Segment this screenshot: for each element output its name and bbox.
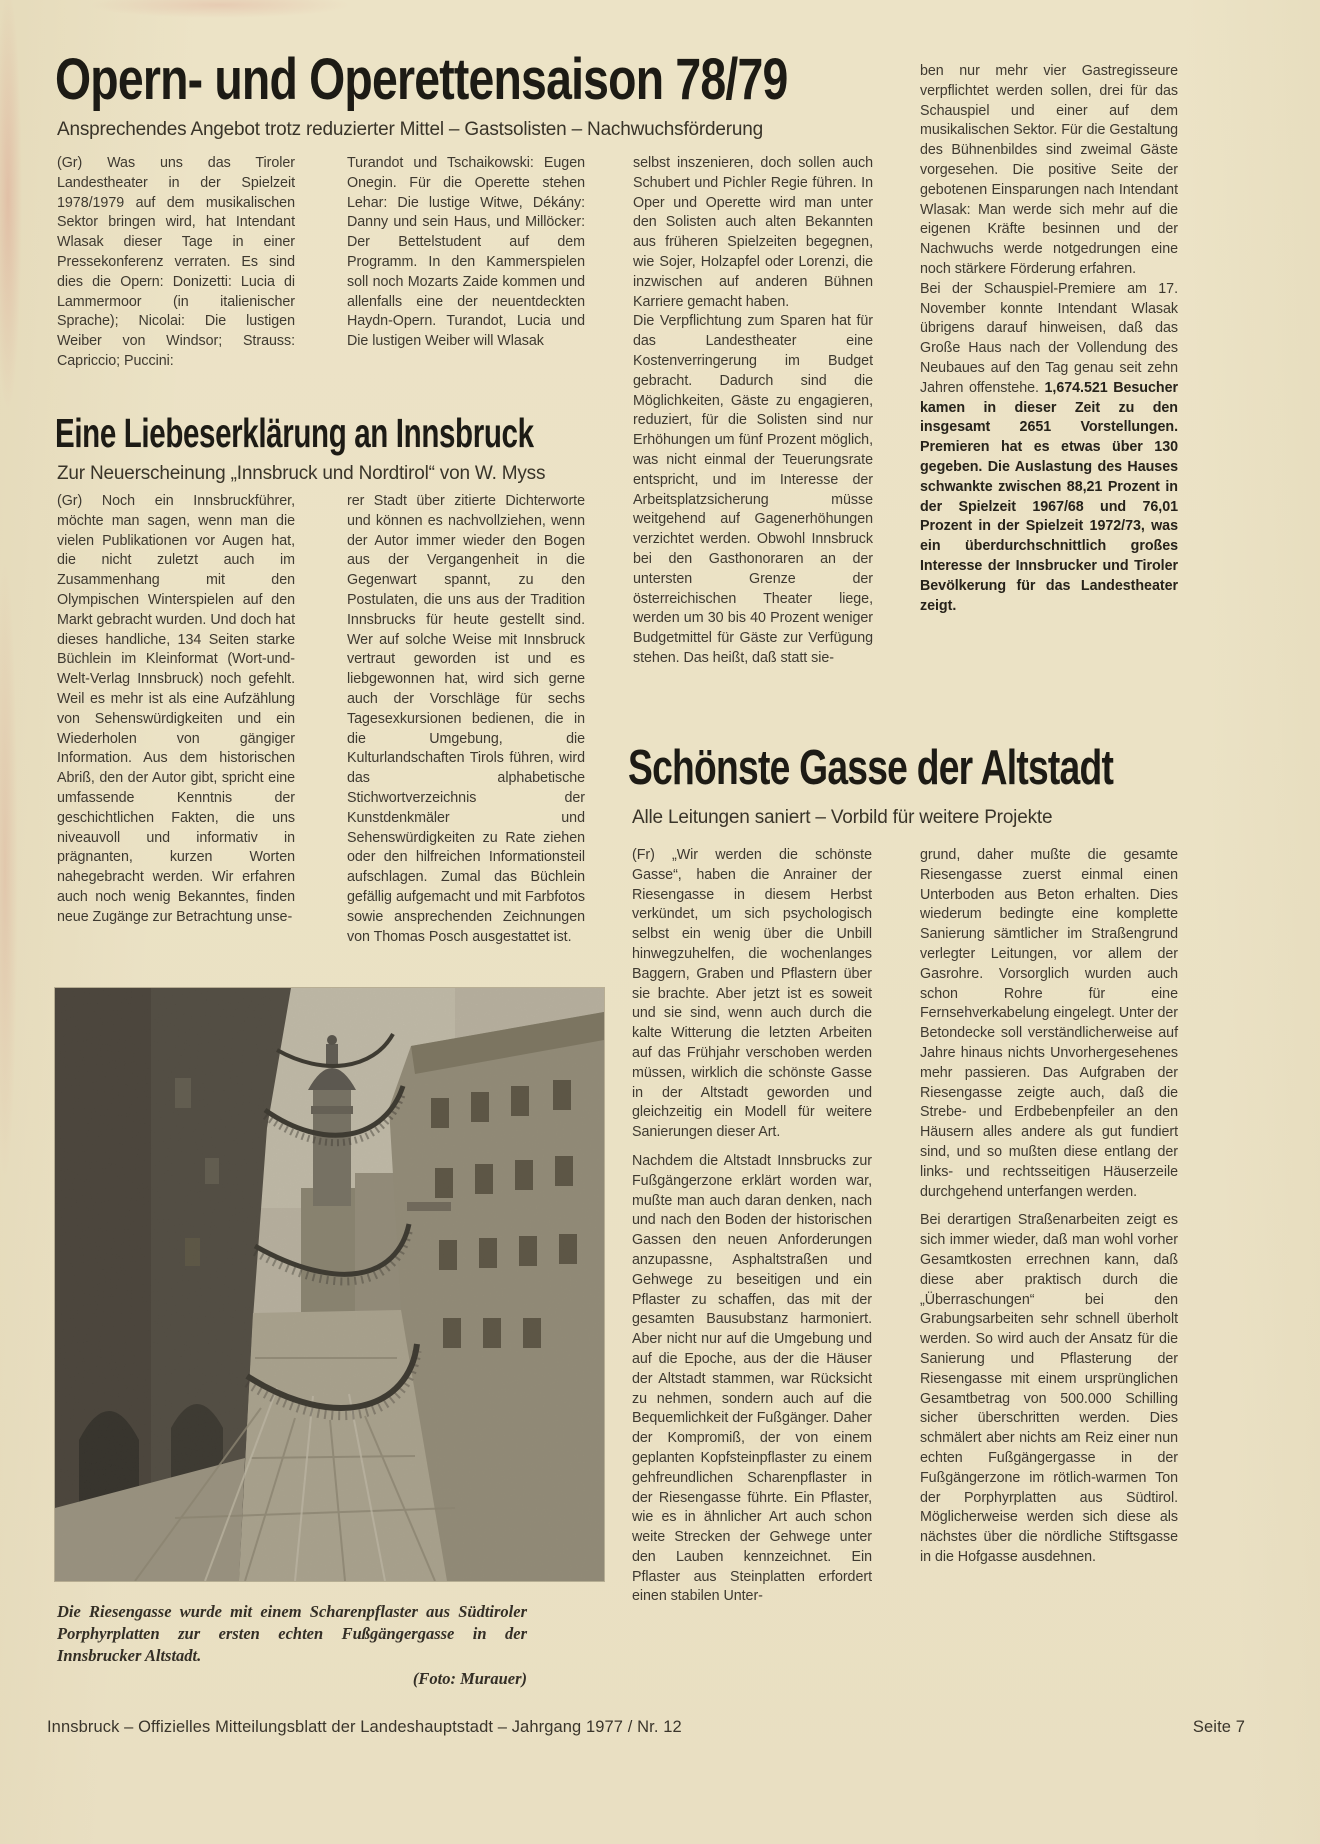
- body-paragraph: grund, daher mußte die gesamte Riesengasse zuerst einmal einen Unterboden aus Beton erhalten. Dies wiederum bedingte eine komplette Sanierung sämtlicher im Straßengrund verlegter Leitungen, vor allem der Gasrohre. Vorsorglich wurden auch schon Rohre für eine Fernsehverkabelung eingelegt. Unter der Betondecke soll verständlicherweise auf Jahre hinaus nichts Unvorhergesehenes mehr passieren. Das Aufgraben der Riesengasse zeigte auch, daß die Strebe- und Erdbebenpfeiler an den Häusern alles andere als gut fundiert sind, und so mußten diese entlang der links- und rechtsseitigen Häuserzeile durchgehend unterfangen werden.: [920, 847, 1178, 1200]
- body-paragraph: (Gr) Noch ein Innsbruckführer, möchte man sagen, wenn man die vielen Publikationen vor Augen hat, die nicht zuletzt auch im Zusammenhang mit den Olympischen Winterspielen auf den Markt gebracht wurden. Und doch hat dieses handliche, 134 Seiten starke Büchlein im Kleinformat (Wort-und-Welt-Verlag Innsbruck) noch gefehlt. Weil es mehr ist als eine Aufzählung von Sehenswürdigkeiten und ein Wiederholen von gängiger Information. Aus dem historischen Abriß, den der Autor gibt, spricht eine umfassende Kenntnis der geschichtlichen Fakten, die uns niveauvoll und informativ in prägnanten, kurzen Worten nahegebracht werden. Wir erfahren auch noch wenig Bekanntes, finden neue Zugänge zur Betrachtung unse-: [57, 493, 295, 925]
- article-book-col2: [347, 492, 585, 947]
- footer-publication-line: Innsbruck – Offizielles Mitteilungsblatt der Landeshauptstadt – Jahrgang 1977 / Nr. 12: [47, 1718, 682, 1736]
- footer-page-number: Seite 7: [1192, 1718, 1245, 1736]
- article-opera-headline: Opern- und Operettensaison 78/79: [55, 47, 788, 112]
- article-gasse-colB: [920, 846, 1178, 1568]
- article-gasse-colA: [632, 846, 872, 1607]
- article-opera-col1: [57, 154, 295, 372]
- photo-caption-text: Die Riesengasse wurde mit einem Scharenpflaster aus Südtiroler Porphyrplatten zur ersten echten Fußgängergasse in der Innsbrucker Altstadt.: [57, 1602, 527, 1665]
- body-paragraph: Bei derartigen Straßenarbeiten zeigt es sich immer wieder, daß man wohl vorher Gesamtkosten errechnen kann, daß diese aber praktisch durch die „Überraschungen“ bei den Grabungsarbeiten sehr schnell überholt werden. So wird auch der Ansatz für die Sanierung und Pflasterung der Riesengasse mit einem ursprünglichen Gesamtbetrag von 500.000 Schilling sicher überschritten werden. Dies schmälert aber nichts am Reiz einer nun echten Fußgängergasse in der Fußgängerzone im rötlich-warmen Ton der Porphyrplatten aus Südtirol. Möglicherweise werden sich diese als nächstes über die nördliche Stiftsgasse in die Hofgasse ausdehnen.: [920, 1212, 1178, 1565]
- scan-smudge: [0, 0, 22, 410]
- street-photo: [55, 988, 604, 1581]
- scan-smudge: [0, 560, 18, 1180]
- article-book-headline: Eine Liebeserklärung an Innsbruck: [55, 410, 534, 456]
- article-book-col1: [57, 492, 295, 928]
- scan-smudge: [90, 0, 350, 18]
- body-paragraph: Turandot und Tschaikowski: Eugen Onegin. Für die Operette stehen Lehar: Die lustige Witwe, Dékány: Danny und sein Haus, und Millöcker: Der Bettelstudent auf dem Programm. In den Kammerspielen soll noch Mozarts Zaide kommen und allenfalls eine der neuentdeckten Haydn-Opern. Turandot, Lucia und Die lustigen Weiber will Wlasak: [347, 155, 585, 350]
- body-paragraph: ben nur mehr vier Gastregisseure verpflichtet werden sollen, drei für das Schauspiel und einer auf dem musikalischen Sektor. Für die Gestaltung des Bühnenbildes sind zweimal Gäste vorgesehen. Die positive Seite der gebotenen Einsparungen nach Intendant Wlasak: Man werde sich mehr auf die eigenen Kräfte besinnen und der Nachwuchs werde notgedrungen eine noch stärkere Förderung erfahren.: [920, 63, 1178, 277]
- body-text: Bei der Schauspiel-Premiere am 17. November konnte Intendant Wlasak übrigens darauf hinweisen, daß das Große Haus nach der Vollendung des Neubaues auf den Tag genau seit zehn Jahren offenstehe.: [920, 280, 1178, 396]
- highlighted-statistics-text: 1,674.521 Besucher kamen in dieser Zeit zu den insgesamt 2651 Vorstellungen. Premieren hat es etwas über 130 gegeben. Die Auslastung des Hauses schwankte zwischen 88,21 Prozent in der Spielzeit 1967/68 und 76,01 Prozent in der Spielzeit 1972/73, was ein überdurchschnittlich großes Interesse der Innsbrucker und Tiroler Bevölkerung für das Landestheater zeigt.: [920, 379, 1178, 614]
- body-paragraph: selbst inszenieren, doch sollen auch Schubert und Pichler Regie führen. In Oper und Operette wird man unter den Solisten auch alten Bekannten aus früheren Spielzeiten begegnen, wie Sojer, Holzapfel oder Lorenzi, die inzwischen auf anderen Bühnen Karriere gemacht haben.: [633, 155, 873, 310]
- street-photo-image: [55, 988, 604, 1581]
- article-opera-col4: [920, 62, 1178, 616]
- article-opera-col3: [633, 154, 873, 669]
- body-paragraph: Nachdem die Altstadt Innsbrucks zur Fußgängerzone erklärt worden war, mußte man auch daran denken, nach und nach den Boden der historischen Gassen den neuen Anforderungen anzupassne, Asphaltstraßen und Gehwege zu beseitigen und ein Pflaster zu schaffen, das mit der gesamten Bausubstanz harmoniert. Aber nicht nur auf die Umgebung und auf die Epoche, aus der die Häuser der Altstadt stammen, war Rücksicht zu nehmen, sondern auch auf die Bequemlichkeit der Fußgänger. Daher der Kompromiß, der von einem geplanten Kopfsteinpflaster zu einem gehfreundlichen Scharenpflaster in der Riesengasse führte. Ein Pflaster, wie es in ähnlicher Art auch schon weite Strecken der Gehwege unter den Lauben kennzeichnet. Ein Pflaster aus Steinplatten erfordert einen stabilen Unter-: [632, 1152, 872, 1605]
- body-paragraph: (Gr) Was uns das Tiroler Landestheater in der Spielzeit 1978/1979 auf dem musikalischen Sektor bringen wird, hat Intendant Wlasak dieser Tage in einer Pressekonferenz verraten. Es sind dies die Opern: Donizetti: Lucia di Lammermoor (in italienischer Sprache); Nicolai: Die lustigen Weiber von Windsor; Strauss: Capriccio; Puccini:: [57, 155, 295, 369]
- photo-caption: [57, 1601, 527, 1690]
- body-paragraph: rer Stadt über zitierte Dichterworte und können es nachvollziehen, wenn der Autor immer wieder den Bogen aus der Vergangenheit in die Gegenwart spannt, zu den Postulaten, die uns aus der Tradition Innsbrucks für heute gestellt sind. Wer auf solche Weise mit Innsbruck vertraut geworden ist und es liebgewonnen hat, wird sich gerne auch der Vorschläge für sechs Tagesexkursionen bedienen, die in die Umgebung, die Kulturlandschaften Tirols führen, wird das alphabetische Stichwortverzeichnis der Kunstdenkmäler und Sehenswürdigkeiten zu Rate ziehen oder den hilfreichen Informationsteil aufschlagen. Zumal das Büchlein gefällig aufgemacht und mit Farbfotos sowie ansprechenden Zeichnungen von Thomas Posch ausgestattet ist.: [347, 493, 585, 945]
- page-footer: [47, 1718, 1245, 1737]
- article-book-subhead: Zur Neuerscheinung „Innsbruck und Nordtirol“ von W. Myss: [57, 463, 546, 484]
- article-gasse-subhead: Alle Leitungen saniert – Vorbild für weitere Projekte: [632, 807, 1053, 828]
- body-paragraph: Die Verpflichtung zum Sparen hat für das Landestheater eine Kostenverringerung im Budget gebracht. Dadurch sind die Möglichkeiten, Gäste zu engagieren, reduziert, für die Solisten sind nur Erhöhungen um fünf Prozent möglich, was nicht einmal der Teuerungsrate entspricht, und im Interesse der Arbeitsplatzsicherung müsse weitgehend auf Gagenerhöhungen verzichtet werden. Obwohl Innsbruck bei den Gasthonoraren an der untersten Grenze der österreichischen Theater liege, werden um 30 bis 40 Prozent weniger Budgetmittel für Gäste zur Verfügung stehen. Das heißt, daß statt sie-: [633, 313, 873, 666]
- article-opera-col2: [347, 154, 585, 352]
- body-paragraph: [920, 280, 1178, 617]
- article-gasse-headline: Schönste Gasse der Altstadt: [628, 741, 1114, 795]
- body-paragraph: (Fr) „Wir werden die schönste Gasse“, haben die Anrainer der Riesengasse in diesem Herbst verkündet, um sich psychologisch selbst ein wenig über die Unbill hinwegzuhelfen, die wochenlanges Baggern, Graben und Pflastern über sie brachte. Aber jetzt ist es soweit und sie sind, wenn auch durch die kalte Witterung die letzten Arbeiten auf das Frühjahr verschoben werden müssen, wirklich die schönste Gasse in der Altstadt geworden und gleichzeitig ein Modell für weitere Sanierungen dieser Art.: [632, 847, 872, 1141]
- article-opera-subhead: Ansprechendes Angebot trotz reduzierter Mittel – Gastsolisten – Nachwuchsförderung: [57, 119, 763, 140]
- photo-credit: (Foto: Murauer): [412, 1669, 527, 1688]
